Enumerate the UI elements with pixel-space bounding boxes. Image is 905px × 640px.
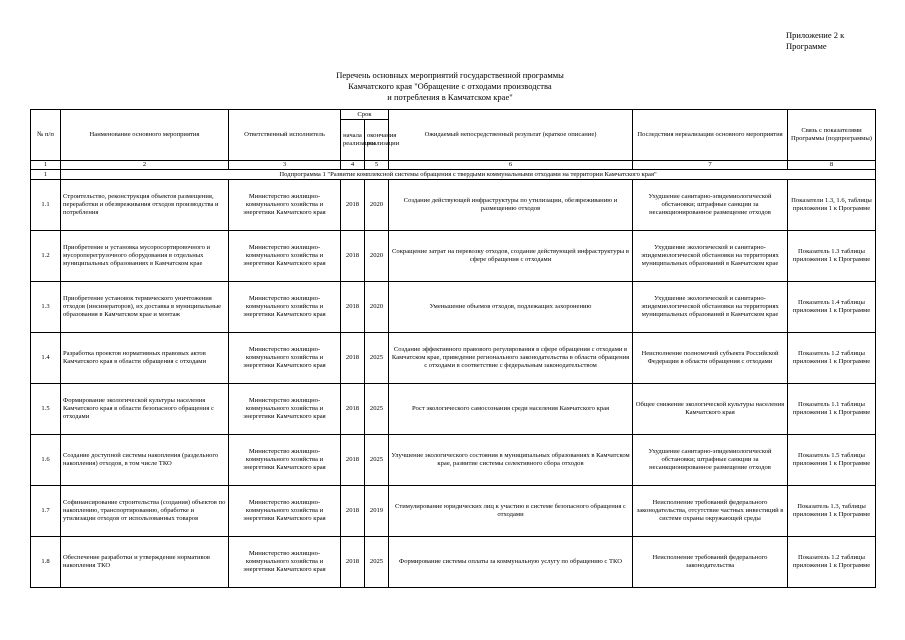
appendix-note [786,30,844,52]
row-num: 1.4 [31,333,61,384]
expected-result: Сокращение затрат на перевозку отходов, создание действующей инфраструктуры в сфере обращения с отходами [389,231,633,282]
non-implementation-consequences: Неисполнение требований федерального законодательства, отсутствие частных инвестиций в системе охраны окружающей среды [633,486,788,537]
measure-name: Формирование экологической культуры населения Камчатского края в области безопасного обращения с отходами [61,384,229,435]
subprogram-row [31,170,876,180]
table-row [31,180,876,231]
end-year: 2019 [365,486,389,537]
column-number: 6 [389,161,633,170]
responsible-executor: Министерство жилищно-коммунального хозяйства и энергетики Камчатского края [229,384,341,435]
non-implementation-consequences: Ухудшение экологической и санитарно-эпидемиологической обстановки на территориях муниципальных образований в Камчатском крае [633,231,788,282]
header-name: Наименование основного мероприятия [61,110,229,161]
expected-result: Улучшение экологического состояния в муниципальных образованиях в Камчатском крае, развитие системы селективного сбора отходов [389,435,633,486]
row-num: 1.7 [31,486,61,537]
responsible-executor: Министерство жилищно-коммунального хозяйства и энергетики Камчатского края [229,435,341,486]
table-row [31,282,876,333]
non-implementation-consequences: Ухудшение санитарно-эпидемиологической обстановки; штрафные санкции за несанкционированное размещение отходов [633,435,788,486]
column-number: 2 [61,161,229,170]
measure-name: Софинансирование строительства (создания) объектов по накоплению, транспортированию, обработке и утилизации отходов от использованных товаров [61,486,229,537]
measure-name: Создание доступной системы накопления (раздельного накопления) отходов, в том числе ТКО [61,435,229,486]
start-year: 2018 [341,384,365,435]
end-year: 2025 [365,435,389,486]
row-num: 1.8 [31,537,61,588]
header-start: начала реализации [341,120,365,161]
start-year: 2018 [341,333,365,384]
measure-name: Приобретение установок термического уничтожения отходов (инсинераторов), их доставка в муниципальные образования в Камчатском крае и монтаж [61,282,229,333]
end-year: 2020 [365,180,389,231]
non-implementation-consequences: Ухудшение экологической и санитарно-эпидемиологической обстановки на территориях муниципальных образований в Камчатском крае [633,282,788,333]
header-link: Связь с показателями Программы (подпрограммы) [788,110,876,161]
header-end: окончания реализации [365,120,389,161]
column-number: 5 [365,161,389,170]
start-year: 2018 [341,231,365,282]
header-executor: Ответственный исполнитель [229,110,341,161]
non-implementation-consequences: Неисполнение требований федерального законодательства [633,537,788,588]
expected-result: Стимулирование юридических лиц к участию в системе безопасного обращения с отходами [389,486,633,537]
start-year: 2018 [341,486,365,537]
indicator-link: Показатель 1.2 таблицы приложения 1 к Программе [788,333,876,384]
row-num: 1.1 [31,180,61,231]
end-year: 2025 [365,537,389,588]
title-line-1: Перечень основных мероприятий государственной программы [336,70,564,80]
responsible-executor: Министерство жилищно-коммунального хозяйства и энергетики Камчатского края [229,537,341,588]
title-line-2: Камчатского края "Обращение с отходами производства [348,81,552,91]
measure-name: Обеспечение разработки и утверждение нормативов накопления ТКО [61,537,229,588]
start-year: 2018 [341,282,365,333]
start-year: 2018 [341,180,365,231]
responsible-executor: Министерство жилищно-коммунального хозяйства и энергетики Камчатского края [229,282,341,333]
end-year: 2020 [365,282,389,333]
document-title [190,70,710,103]
table-row [31,537,876,588]
appendix-line-1: Приложение 2 к [786,30,845,40]
end-year: 2025 [365,333,389,384]
end-year: 2020 [365,231,389,282]
table-row [31,435,876,486]
non-implementation-consequences: Общее снижение экологической культуры населения Камчатского края [633,384,788,435]
column-number: 8 [788,161,876,170]
table-row [31,384,876,435]
appendix-line-2: Программе [786,41,827,51]
column-number-row [31,161,876,170]
header-num: № п/п [31,110,61,161]
table-row [31,333,876,384]
indicator-link: Показатель 1.1 таблицы приложения 1 к Программе [788,384,876,435]
start-year: 2018 [341,435,365,486]
indicator-link: Показатели 1.3, 1.6, таблицы приложения 1 к Программе [788,180,876,231]
expected-result: Создание эффективного правового регулирования в сфере обращения с отходами в Камчатском крае, приведение регионального законодательства в области обращения с отходами в соответствие с федеральным законодательством [389,333,633,384]
column-number: 1 [31,161,61,170]
responsible-executor: Министерство жилищно-коммунального хозяйства и энергетики Камчатского края [229,231,341,282]
subprogram-title: Подпрограмма 1 "Развитие комплексной системы обращения с твердыми коммунальными отходами на территории Камчатского края" [61,170,876,180]
column-number: 7 [633,161,788,170]
responsible-executor: Министерство жилищно-коммунального хозяйства и энергетики Камчатского края [229,180,341,231]
row-num: 1.2 [31,231,61,282]
non-implementation-consequences: Ухудшение санитарно-эпидемиологической обстановки; штрафные санкции за несанкционированное размещение отходов [633,180,788,231]
measures-table [30,109,876,588]
start-year: 2018 [341,537,365,588]
indicator-link: Показатель 1.5 таблицы приложения 1 к Программе [788,435,876,486]
indicator-link: Показатель 1.2 таблицы приложения 1 к Программе [788,537,876,588]
responsible-executor: Министерство жилищно-коммунального хозяйства и энергетики Камчатского края [229,486,341,537]
header-consequences: Последствия нереализации основного мероприятия [633,110,788,161]
indicator-link: Показатель 1.4 таблицы приложения 1 к Программе [788,282,876,333]
measure-name: Разработка проектов нормативных правовых актов Камчатского края в области обращения с отходами [61,333,229,384]
table-row [31,231,876,282]
expected-result: Уменьшение объемов отходов, подлежащих захоронению [389,282,633,333]
end-year: 2025 [365,384,389,435]
row-num: 1.6 [31,435,61,486]
title-line-3: и потребления в Камчатском крае" [387,92,513,102]
non-implementation-consequences: Неисполнение полномочий субъекта Российской Федерации в области обращения с отходами [633,333,788,384]
row-num: 1.5 [31,384,61,435]
row-num: 1.3 [31,282,61,333]
table-row [31,486,876,537]
subprogram-num: 1 [31,170,61,180]
header-term: Срок [341,110,389,120]
expected-result: Создание действующей инфраструктуры по утилизации, обезвреживанию и размещению отходов [389,180,633,231]
indicator-link: Показатель 1.3 таблицы приложения 1 к Программе [788,231,876,282]
expected-result: Рост экологического самосознания среди населения Камчатского края [389,384,633,435]
header-result: Ожидаемый непосредственный результат (краткое описание) [389,110,633,161]
column-number: 3 [229,161,341,170]
indicator-link: Показатель 1.3, таблицы приложения 1 к Программе [788,486,876,537]
measure-name: Приобретение и установка мусоросортировочного и мусороперегрузочного оборудования в отдельных муниципальных образованиях в Камчатском крае [61,231,229,282]
responsible-executor: Министерство жилищно-коммунального хозяйства и энергетики Камчатского края [229,333,341,384]
column-number: 4 [341,161,365,170]
measure-name: Строительство, реконструкция объектов размещения, переработки и обезвреживания отходов производства и потребления [61,180,229,231]
expected-result: Формирование системы оплаты за коммунальную услугу по обращению с ТКО [389,537,633,588]
